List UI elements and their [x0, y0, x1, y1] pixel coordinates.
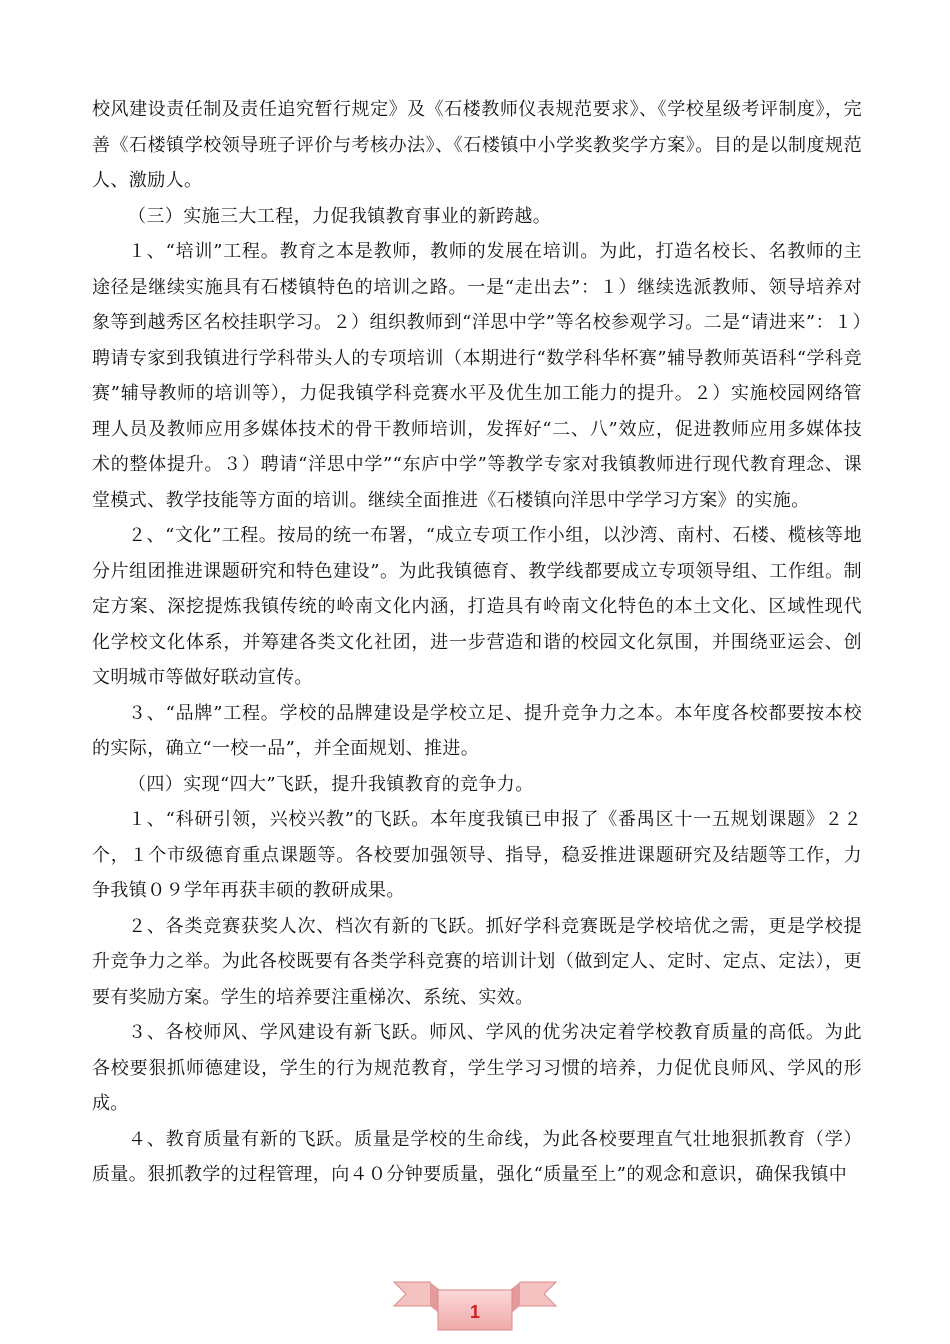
paragraph-8: ２、各类竞赛获奖人次、档次有新的飞跃。抓好学科竞赛既是学校培优之需，更是学校提升竞争力之举。为此各校既要有各类学科竞赛的培训计划（做到定人、定时、定点、定法），更要有奖励方案。学生的培养要注重梯次、系统、实效。 [92, 915, 862, 1008]
paragraph-2-heading: （三）实施三大工程，力促我镇教育事业的新跨越。 [128, 205, 552, 227]
paragraph-6-heading: （四）实现“四大”飞跃，提升我镇教育的竞争力。 [128, 773, 534, 795]
paragraph-5: ３、“品牌”工程。学校的品牌建设是学校立足、提升竞争力之本。本年度各校都要按本校的实际，确立“一校一品”，并全面规划、推进。 [92, 702, 862, 759]
paragraph-4: ２、“文化”工程。按局的统一布署，“成立专项工作小组，以沙湾、南村、石楼、榄核等地分片组团推进课题研究和特色建设”。为此我镇德育、教学线都要成立专项领导组、工作组。制定方案、深挖提炼我镇传统的岭南文化内涵，打造具有岭南文化特色的本土文化、区域性现代化学校文化体系，并筹建各类文化社团，进一步营造和谐的校园文化氛围，并围绕亚运会、创文明城市等做好联动宣传。 [92, 525, 862, 688]
page-number: 1 [469, 1302, 480, 1322]
page-number-badge [392, 1276, 558, 1336]
paragraph-9: ３、各校师风、学风建设有新飞跃。师风、学风的优劣决定着学校教育质量的高低。为此各校要狠抓师德建设，学生的行为规范教育，学生学习习惯的培养，力促优良师风、学风的形成。 [92, 1022, 862, 1114]
paragraph-1: 校风建设责任制及责任追究暂行规定》及《石楼教师仪表规范要求》、《学校星级考评制度》，完善《石楼镇学校领导班子评价与考核办法》、《石楼镇中小学奖教奖学方案》。目的是以制度规范人、激励人。 [92, 99, 862, 191]
paragraph-3: １、“培训”工程。教育之本是教师，教师的发展在培训。为此，打造名校长、名教师的主途径是继续实施具有石楼镇特色的培训之路。一是“走出去”：１）继续选派教师、领导培养对象等到越秀区名校挂职学习。２）组织教师到“洋思中学”等名校参观学习。二是“请进来”：１）聘请专家到我镇进行学科带头人的专项培训（本期进行“数学科华杯赛”辅导教师英语科“学科竞赛”辅导教师的培训等），力促我镇学科竞赛水平及优生加工能力的提升。２）实施校园网络管理人员及教师应用多媒体技术的骨干教师培训，发挥好“二、八”效应，促进教师应用多媒体技术的整体提升。３）聘请“洋思中学”“东庐中学”等教学专家对我镇教师进行现代教育理念、课堂模式、教学技能等方面的培训。继续全面推进《石楼镇向洋思中学学习方案》的实施。 [92, 241, 862, 511]
document-body [92, 92, 862, 1193]
paragraph-7: １、“科研引领，兴校兴教”的飞跃。本年度我镇已申报了《番禺区十一五规划课题》２２个，１个市级德育重点课题等。各校要加强领导、指导，稳妥推进课题研究及结题等工作，力争我镇０９学年再获丰硕的教研成果。 [92, 809, 862, 901]
paragraph-10: ４、教育质量有新的飞跃。质量是学校的生命线，为此各校要理直气壮地狠抓教育（学）质量。狠抓教学的过程管理，向４０分钟要质量，强化“质量至上”的观念和意识，确保我镇中 [92, 1128, 862, 1185]
